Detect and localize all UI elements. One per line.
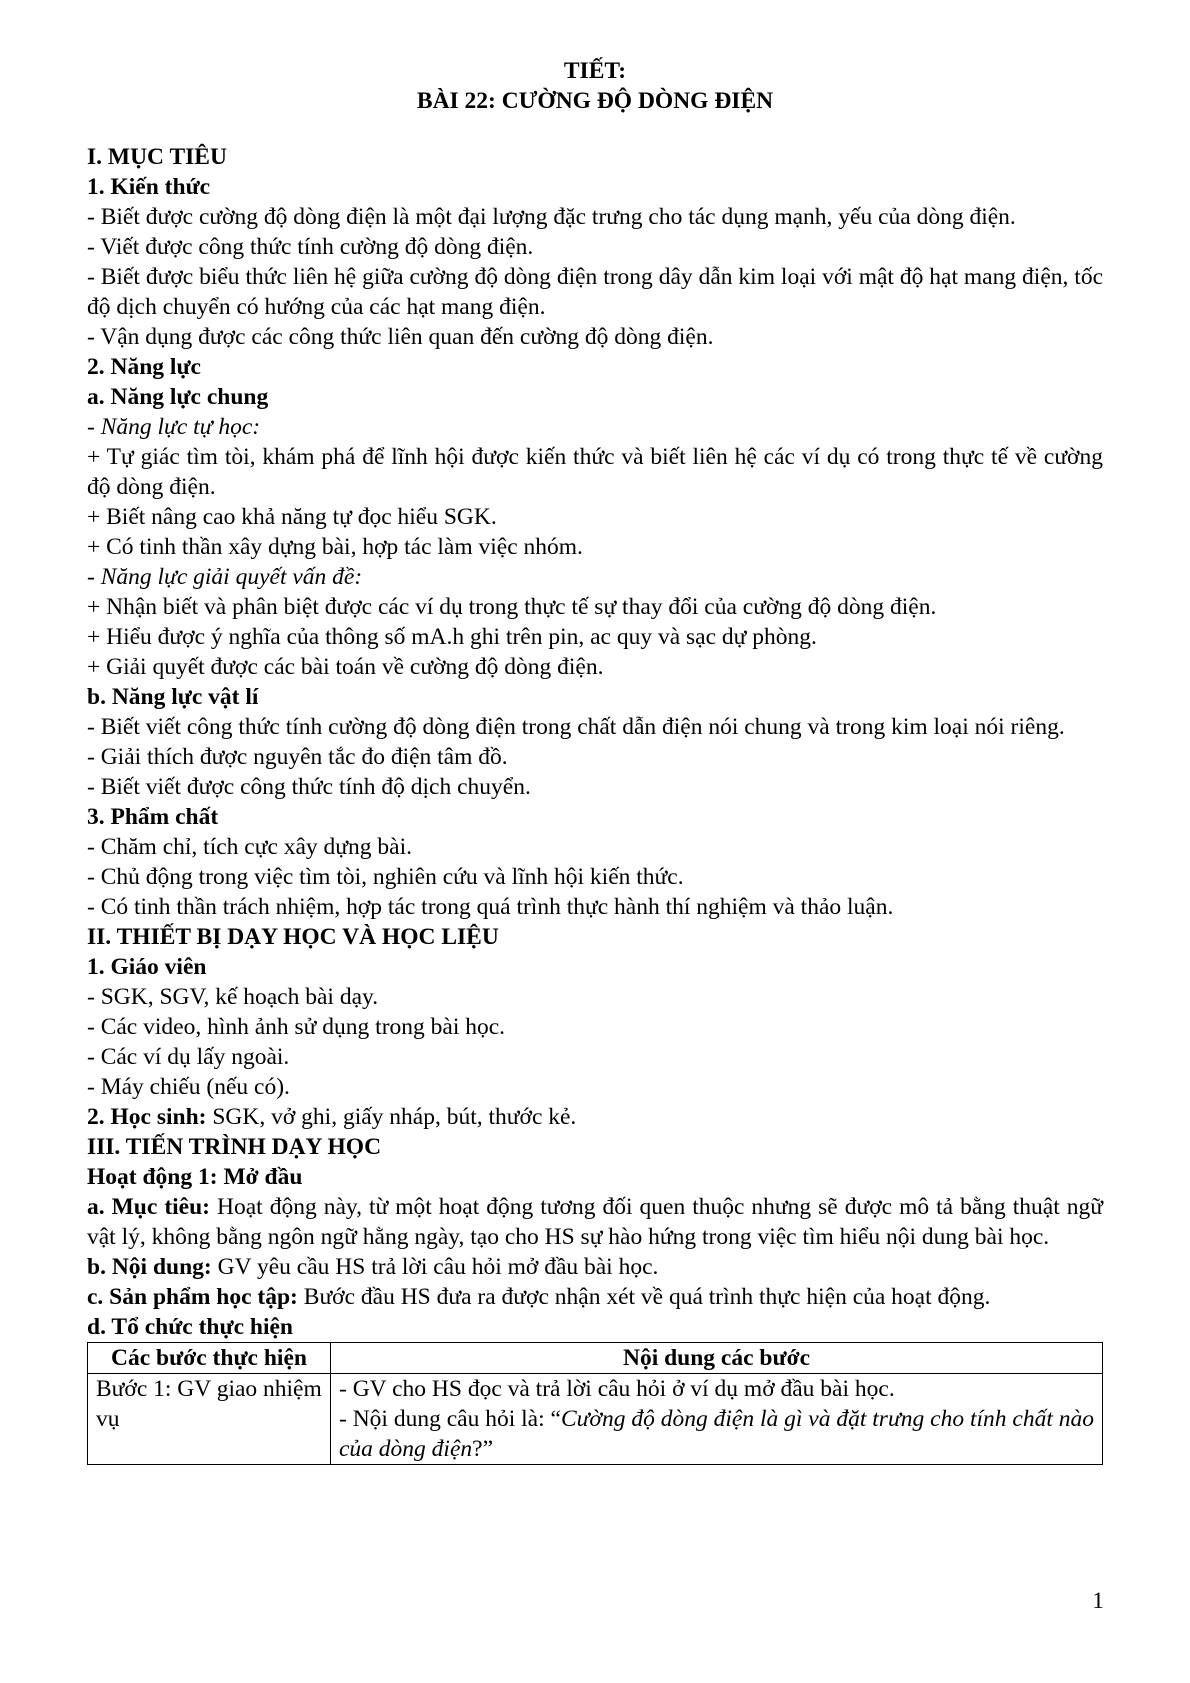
quality-item: - Chủ động trong việc tìm tòi, nghiên cứu và lĩnh hội kiến thức. [87, 864, 684, 890]
table-row [88, 1374, 1103, 1465]
physics-item: - Biết viết công thức tính cường độ dòng điện trong chất dẫn điện nói chung và trong kim loại nói riêng. [87, 714, 1065, 740]
physics-item: - Giải thích được nguyên tắc đo điện tâm đồ. [87, 744, 508, 770]
content-label: b. Nội dung: [87, 1254, 212, 1280]
physics-item: - Biết viết được công thức tính độ dịch chuyển. [87, 774, 531, 800]
steps-table [87, 1342, 1103, 1465]
section-process-title: III. TIẾN TRÌNH DẠY HỌC [87, 1134, 382, 1160]
goal-text: Hoạt động này, từ một hoạt động tương đối quen thuộc nhưng sẽ được mô tả bằng thuật ngữ vật lý, không bằng ngôn ngữ hằng ngày, tạo cho HS sự hào hứng trong việc tìm hiểu nội dung bài học. [87, 1194, 1103, 1250]
problem-solving-title: - Năng lực giải quyết vấn đề: [87, 564, 363, 590]
knowledge-item: - Biết được cường độ dòng điện là một đại lượng đặc trưng cho tác dụng mạnh, yếu của dòng điện. [87, 204, 1016, 230]
self-study-item: + Biết nâng cao khả năng tự đọc hiểu SGK. [87, 504, 497, 530]
question-prefix: - Nội dung câu hỏi là: “ [339, 1406, 561, 1432]
problem-solving-item: + Nhận biết và phân biệt được các ví dụ trong thực tế sự thay đổi của cường độ dòng điện. [87, 594, 937, 620]
knowledge-item: - Biết được biểu thức liên hệ giữa cường độ dòng điện trong dây dẫn kim loại với mật độ hạt mang điện, tốc độ dịch chuyển có hướng của các hạt mang điện. [87, 264, 1103, 320]
period-label: TIẾT: [563, 58, 627, 84]
content-paragraph [87, 1252, 1103, 1282]
table-header-content: Nội dung các bước [331, 1343, 1103, 1374]
teacher-title: 1. Giáo viên [87, 954, 207, 980]
physics-competence-title: b. Năng lực vật lí [87, 684, 259, 710]
activity-title: Hoạt động 1: Mở đầu [87, 1164, 303, 1190]
general-competence-title: a. Năng lực chung [87, 384, 269, 410]
content-text: GV yêu cầu HS trả lời câu hỏi mở đầu bài học. [211, 1254, 659, 1280]
content-line: - GV cho HS đọc và trả lời câu hỏi ở ví dụ mở đầu bài học. [339, 1376, 895, 1402]
table-cell-content [331, 1374, 1103, 1465]
student-text: SGK, vở ghi, giấy nháp, bút, thước kẻ. [206, 1104, 577, 1130]
quality-title: 3. Phẩm chất [87, 804, 219, 830]
quality-item: - Có tinh thần trách nhiệm, hợp tác trong quá trình thực hành thí nghiệm và thảo luận. [87, 894, 894, 920]
page-number: 1 [1092, 1588, 1104, 1614]
self-study-item: + Có tinh thần xây dựng bài, hợp tác làm việc nhóm. [87, 534, 583, 560]
self-study-title: - Năng lực tự học: [87, 414, 261, 440]
product-label: c. Sản phẩm học tập: [87, 1284, 298, 1310]
product-text: Bước đầu HS đưa ra được nhận xét về quá trình thực hiện của hoạt động. [297, 1284, 991, 1310]
section-equipment-title: II. THIẾT BỊ DẠY HỌC VÀ HỌC LIỆU [87, 924, 499, 950]
table-cell-step: Bước 1: GV giao nhiệm vụ [88, 1374, 331, 1465]
self-study-item: + Tự giác tìm tòi, khám phá để lĩnh hội được kiến thức và biết liên hệ các ví dụ có trong thực tế về cường độ dòng điện. [87, 444, 1103, 500]
knowledge-item: - Viết được công thức tính cường độ dòng điện. [87, 234, 534, 260]
section-objectives-title: I. MỤC TIÊU [87, 144, 227, 170]
teacher-item: - Các video, hình ảnh sử dụng trong bài học. [87, 1014, 506, 1040]
teacher-item: - SGK, SGV, kế hoạch bài dạy. [87, 984, 379, 1010]
knowledge-title: 1. Kiến thức [87, 174, 211, 200]
teacher-item: - Các ví dụ lấy ngoài. [87, 1044, 290, 1070]
goal-paragraph [87, 1192, 1103, 1252]
lesson-title: BÀI 22: CƯỜNG ĐỘ DÒNG ĐIỆN [416, 88, 774, 114]
product-paragraph [87, 1282, 1103, 1312]
competence-title: 2. Năng lực [87, 354, 201, 380]
teacher-item: - Máy chiếu (nếu có). [87, 1074, 290, 1100]
problem-solving-item: + Giải quyết được các bài toán về cường độ dòng điện. [87, 654, 604, 680]
student-label: 2. Học sinh: [87, 1104, 207, 1130]
table-header-row [88, 1343, 1103, 1374]
problem-solving-item: + Hiểu được ý nghĩa của thông số mA.h ghi trên pin, ac quy và sạc dự phòng. [87, 624, 817, 650]
organization-title: d. Tổ chức thực hiện [87, 1314, 294, 1340]
quality-item: - Chăm chỉ, tích cực xây dựng bài. [87, 834, 413, 860]
question-suffix: ?” [472, 1436, 494, 1462]
goal-label: a. Mục tiêu: [87, 1194, 210, 1220]
student-line [87, 1102, 1103, 1132]
knowledge-item: - Vận dụng được các công thức liên quan đến cường độ dòng điện. [87, 324, 714, 350]
document-page [87, 56, 1103, 1465]
content-question-line [339, 1404, 1094, 1464]
question-text: Cường độ dòng điện là gì và đặt trưng cho tính chất nào của dòng điện [339, 1406, 1094, 1462]
table-header-steps: Các bước thực hiện [88, 1343, 331, 1374]
